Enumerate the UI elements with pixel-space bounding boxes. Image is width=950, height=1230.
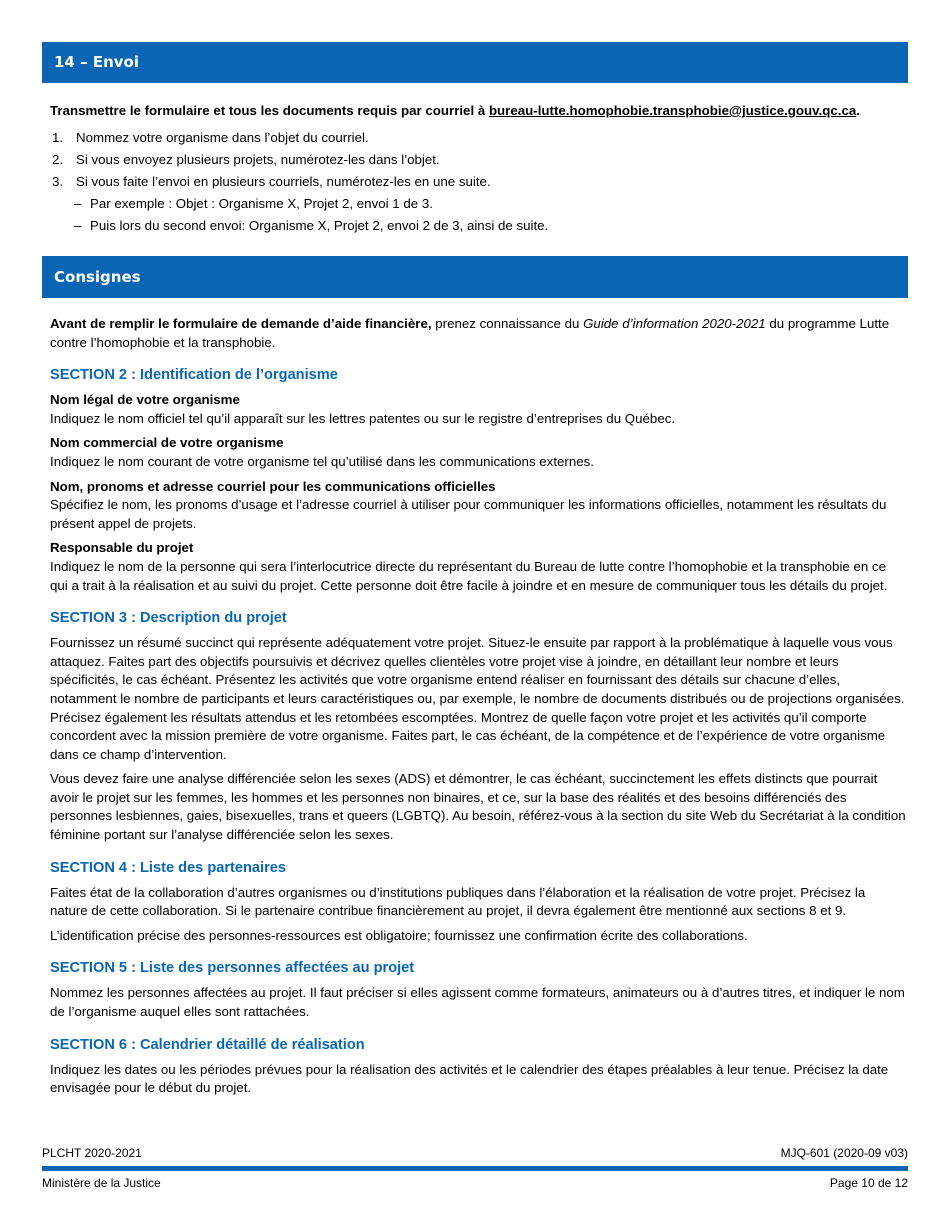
envoi-title: 14 – Envoi (54, 53, 139, 72)
field-responsable (50, 539, 906, 595)
form-code: MJQ-601 (2020-09 v03) (780, 1146, 908, 1160)
footer-divider (42, 1166, 908, 1171)
page-number: Page 10 de 12 (829, 1176, 908, 1190)
intro-mid: prenez connaissance du (431, 316, 584, 331)
section-6-title: SECTION 6 : Calendrier détaillé de réalisation (50, 1036, 365, 1053)
consignes-body (50, 315, 906, 1104)
section-4-paragraph: L’identification précise des personnes-ressources est obligatoire; fournissez une confirmation écrite des collaborations. (50, 927, 748, 943)
guide-title: Guide d’information 2020-2021 (583, 316, 766, 331)
section-3-paragraph: Fournissez un résumé succinct qui représente adéquatement votre projet. Situez-le ensuite par rapport à la problématique à laquelle vous vous attaquez. Faites part des objectifs poursuivis et décrivez quelles clientèles votre projet vise à joindre, en détaillant leur nombre et leurs spécificités, le cas échéant. Présentez les activités que votre organisme entend réaliser en fournissant des détails sur chacune d’elles, notamment le nombre de participants et leurs caractéristiques ou, par exemple, le nombre de documents distribués ou de projections organisées. Précisez également les résultats attendus et les retombées escomptées. Montrez de quelle façon votre projet et les activités qu’il comporte concordent avec la mission première de votre organisme. Faites part, le cas échéant, de la compétence et de l’expérience de votre organisme dans ce champ d’intervention. (50, 635, 905, 762)
list-text: Nommez votre organisme dans l’objet du courriel. (76, 130, 369, 145)
section-3-title: SECTION 3 : Description du projet (50, 610, 287, 627)
section-2-title: SECTION 2 : Identification de l’organisme (50, 367, 338, 384)
section-header-envoi (42, 42, 908, 83)
envoi-steps-list (50, 127, 906, 237)
list-text: Si vous faite l’envoi en plusieurs courriels, numérotez-les en une suite. (76, 174, 491, 189)
list-number: 1. (52, 130, 64, 145)
dash-bullet: – (74, 218, 82, 233)
intro-end: du programme Lutte contre l’homophobie et la transphobie. (50, 316, 890, 350)
consignes-title: Consignes (54, 267, 141, 286)
program-code: PLCHT 2020-2021 (42, 1146, 142, 1160)
field-label: Nom, pronoms et adresse courriel pour les communications officielles (50, 478, 496, 494)
envoi-intro (50, 102, 906, 121)
field-communications (50, 478, 906, 534)
field-text: Indiquez le nom courant de votre organisme tel qu’utilisé dans les communications externes. (50, 453, 594, 469)
section-6-paragraph: Indiquez les dates ou les périodes prévues pour la réalisation des activités et le calendrier des étapes préalables à leur tenue. Précisez la date envisagée pour le début du projet. (50, 1061, 889, 1096)
list-text: Par exemple : Objet : Organisme X, Projet 2, envoi 1 de 3. (90, 196, 433, 211)
field-text: Indiquez le nom officiel tel qu’il apparaît sur les lettres patentes ou sur le registre d’entreprises du Québec. (50, 410, 676, 426)
field-label: Responsable du projet (50, 540, 194, 556)
field-nom-legal (50, 391, 906, 428)
field-text: Spécifiez le nom, les pronoms d’usage et l’adresse courriel à utiliser pour communiquer les informations officielles, notamment les résultats du présent appel de projets. (50, 497, 887, 531)
field-nom-commercial (50, 434, 906, 471)
email-link[interactable]: bureau-lutte.homophobie.transphobie@justice.gouv.qc.ca (488, 103, 857, 118)
list-text: Si vous envoyez plusieurs projets, numérotez-les dans l’objet. (76, 152, 440, 167)
sub-list-item (50, 215, 906, 237)
section-4-title: SECTION 4 : Liste des partenaires (50, 859, 287, 876)
list-number: 2. (52, 152, 64, 167)
sub-list-item (50, 193, 906, 215)
section-5-title: SECTION 5 : Liste des personnes affectées au projet (50, 960, 415, 977)
list-item (50, 171, 906, 193)
intro-bold: Avant de remplir le formulaire de demande d’aide financière, (50, 316, 432, 331)
ministry-name: Ministère de la Justice (42, 1176, 161, 1190)
consignes-intro (50, 315, 906, 352)
dash-bullet: – (74, 196, 82, 211)
list-text: Puis lors du second envoi: Organisme X, Projet 2, envoi 2 de 3, ainsi de suite. (90, 218, 549, 233)
list-item (50, 149, 906, 171)
section-3-paragraph: Vous devez faire une analyse différenciée selon les sexes (ADS) et démontrer, le cas échéant, succinctement les effets distincts que pourrait avoir le projet sur les femmes, les hommes et les personnes non binaires, et ce, sur la base des réalités et des besoins différenciés des personnes lesbiennes, gaies, bisexuelles, trans et queers (LGBTQ). Au besoin, référez-vous à la section du site Web du Secrétariat à la condition féminine portant sur l’analyse différenciée selon les sexes. (50, 771, 906, 843)
footer-top (42, 1145, 908, 1161)
footer-bottom (42, 1175, 908, 1191)
envoi-intro-end: . (856, 103, 860, 118)
field-text: Indiquez le nom de la personne qui sera l’interlocutrice directe du représentant du Bureau de lutte contre l’homophobie et la transphobie en ce qui a trait à la réalisation et au suivi du projet. Cette personne doit être facile à joindre et en mesure de communiquer tous les détails du projet. (50, 558, 888, 593)
field-label: Nom commercial de votre organisme (50, 435, 284, 451)
section-5-paragraph: Nommez les personnes affectées au projet. Il faut préciser si elles agissent comme formateurs, animateurs ou à d’autres titres, et indiquer le nom de l’organisme auquel elles sont rattachées. (50, 985, 905, 1020)
section-4-paragraph: Faites état de la collaboration d’autres organismes ou d’institutions publiques dans l’élaboration et la réalisation de votre projet. Précisez la nature de cette collaboration. Si le partenaire contribue financièrement au projet, il devra également être mentionné aux sections 8 et 9. (50, 884, 866, 919)
field-label: Nom légal de votre organisme (50, 392, 240, 408)
list-number: 3. (52, 174, 64, 189)
envoi-intro-text: Transmettre le formulaire et tous les documents requis par courriel à (50, 103, 489, 118)
section-header-consignes (42, 256, 908, 298)
list-item (50, 127, 906, 149)
